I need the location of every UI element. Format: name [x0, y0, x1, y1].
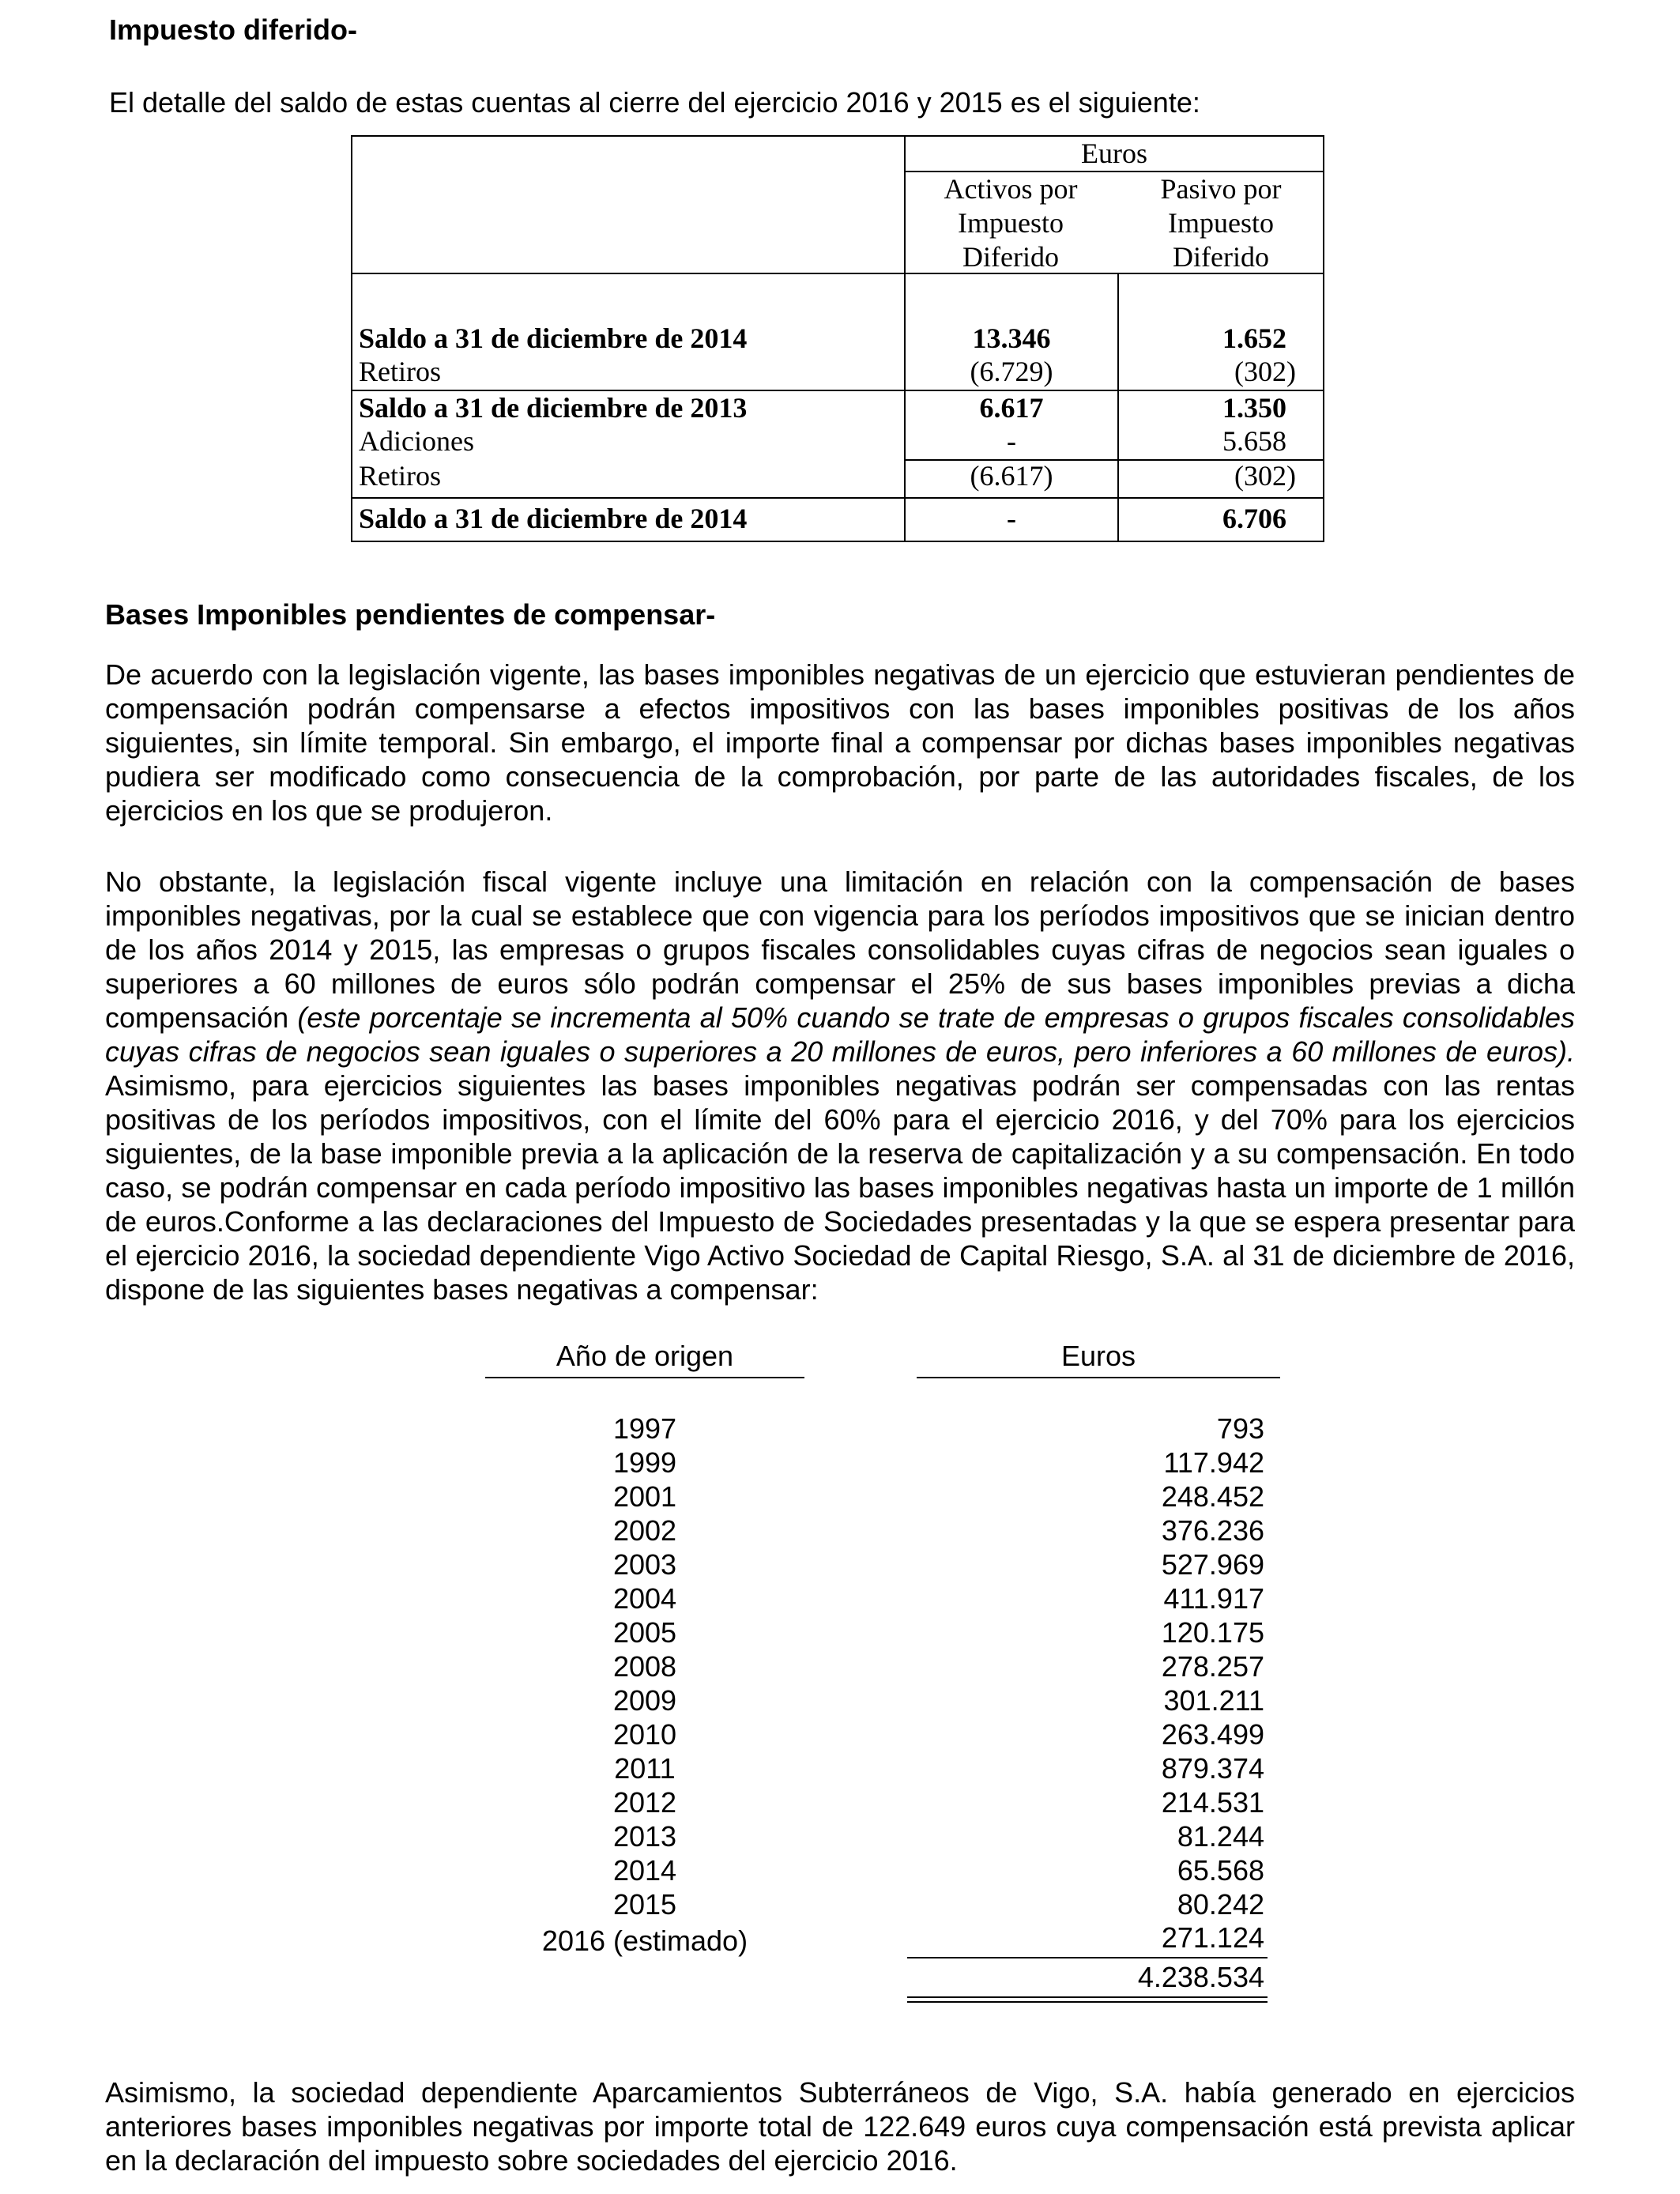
header-line: Activos por: [944, 173, 1078, 205]
row-activos: (6.729): [970, 356, 1053, 387]
bases-row-amount: 278.257: [1161, 1650, 1264, 1683]
subtotal-rule: [907, 1957, 1268, 1958]
bases-row-amount: 793: [1216, 1412, 1264, 1445]
row-label: Saldo a 31 de diciembre de 2014: [359, 503, 748, 534]
bases-row-year: 2013: [612, 1820, 677, 1853]
bases-row-year: 2014: [612, 1854, 677, 1887]
bases-row-year: 2003: [612, 1548, 677, 1581]
header-line: Pasivo por: [1160, 173, 1282, 205]
paragraph-2-italic: (este porcentaje se incrementa al 50% cuando se trate de empresas o grupos fiscales consolidables cuyas cifras de negocios sean iguales o superiores a 20 millones de euros, pero inferiores a 60 millones de euros).: [105, 1001, 1576, 1068]
row-label: Retiros: [359, 356, 441, 387]
bases-header-year: Año de origen: [556, 1340, 734, 1372]
paragraph-2-part2: Asimismo, para ejercicios siguientes las bases imponibles negativas podrán ser compensadas con las rentas positivas de los períodos impositivos, con el límite del 60% para el ejercicio 2016, y del 70% para los ejercicios siguientes, de la base imponible previa a la aplicación de la reserva de capitalización y a su compensación. En todo caso, se podrán compensar en cada período impositivo las bases imponibles negativas hasta un importe de 1 millón de euros.Conforme a las declaraciones del Impuesto de Sociedades presentadas y la que se espera presentar para el ejercicio 2016, la sociedad dependiente Vigo Activo Sociedad de Capital Riesgo, S.A. al 31 de diciembre de 2016, dispone de las siguientes bases negativas a compensar:: [105, 1069, 1575, 1306]
row-label: Retiros: [359, 460, 441, 492]
header-line: Diferido: [962, 241, 1059, 273]
pasivo-header: [1117, 172, 1324, 274]
row-activos: 6.617: [979, 392, 1044, 424]
intro-text: El detalle del saldo de estas cuentas al cierre del ejercicio 2016 y 2015 es el siguiente:: [109, 86, 1200, 119]
activos-header: [904, 172, 1117, 274]
bases-row-year: 2012: [612, 1786, 677, 1819]
bases-row-amount: 120.175: [1161, 1616, 1264, 1649]
bases-row-year: 2001: [612, 1480, 677, 1513]
heading-bases-imponibles: Bases Imponibles pendientes de compensar-: [105, 598, 716, 631]
bases-row-amount: 214.531: [1161, 1786, 1264, 1819]
paragraph-2: [105, 865, 1575, 1306]
bases-row-amount: 263.499: [1161, 1718, 1264, 1751]
bases-row-year: 2010: [612, 1718, 677, 1751]
bases-row-year: 2011: [614, 1752, 676, 1785]
bases-row-year: 2005: [612, 1616, 677, 1649]
header-line: Impuesto: [958, 207, 1064, 239]
row-activos: (6.617): [970, 460, 1053, 492]
row-label: Saldo a 31 de diciembre de 2014: [359, 322, 748, 354]
header-line: Diferido: [1173, 241, 1269, 273]
bases-row-amount: 527.969: [1161, 1548, 1264, 1581]
bases-row-year: 2008: [612, 1650, 677, 1683]
paragraph-2-part1: No obstante, la legislación fiscal vigente incluye una limitación en relación con la compensación de bases imponibles negativas, por la cual se establece que con vigencia para los períodos impositivos que se inician dentro de los años 2014 y 2015, las empresas o grupos fiscales consolidables cuyas cifras de negocios sean iguales o superiores a 60 millones de euros sólo podrán compensar el 25% de sus bases imponibles previas a dicha compensación: [105, 865, 1575, 1034]
bases-row-amount: 879.374: [1161, 1752, 1264, 1785]
bases-row-amount: 81.244: [1177, 1820, 1264, 1853]
bases-row-amount: 248.452: [1161, 1480, 1264, 1513]
bases-row-amount: 65.568: [1177, 1854, 1264, 1887]
row-activos: 13.346: [972, 322, 1051, 354]
total-double-rule: [907, 1996, 1268, 1998]
row-label: Saldo a 31 de diciembre de 2013: [359, 392, 748, 424]
bases-row-year: 2004: [612, 1582, 677, 1615]
row-pasivo: 5.658: [1222, 425, 1286, 457]
bases-row-year: 2002: [612, 1514, 677, 1547]
row-pasivo: 6.706: [1222, 503, 1286, 534]
bases-row-amount: 271.124: [1161, 1921, 1264, 1954]
row-label: Adiciones: [359, 425, 474, 457]
bases-row-amount: 80.242: [1177, 1888, 1264, 1921]
bases-row-year: 2015: [612, 1888, 677, 1921]
row-activos: -: [1007, 503, 1016, 534]
row-pasivo: (302): [1234, 356, 1296, 387]
bases-row-amount: 376.236: [1161, 1514, 1264, 1547]
bases-row-year: 1997: [612, 1412, 677, 1445]
bases-row-amount: 301.211: [1163, 1684, 1264, 1717]
bases-total: 4.238.534: [1137, 1961, 1264, 1993]
bases-row-year: 2016 (estimado): [541, 1924, 748, 1957]
total-double-rule: [907, 2001, 1268, 2003]
heading-impuesto-diferido: Impuesto diferido-: [109, 13, 357, 46]
euros-header: Euros: [1081, 138, 1147, 169]
bases-row-amount: 117.942: [1163, 1446, 1264, 1479]
table-divider: [352, 497, 1323, 499]
paragraph-3: Asimismo, la sociedad dependiente Aparcamientos Subterráneos de Vigo, S.A. había generado en ejercicios anteriores bases imponibles negativas por importe total de 122.649 euros cuya compensación está prevista aplicar en la declaración del impuesto sobre sociedades del ejercicio 2016.: [105, 2076, 1575, 2177]
row-pasivo: 1.652: [1222, 322, 1286, 354]
row-pasivo: (302): [1234, 460, 1296, 492]
bases-row-year: 2009: [612, 1684, 677, 1717]
header-line: Impuesto: [1168, 207, 1274, 239]
row-pasivo: 1.350: [1222, 392, 1286, 424]
deferred-tax-table: [351, 135, 1324, 542]
bases-row-amount: 411.917: [1163, 1582, 1264, 1615]
paragraph-1: De acuerdo con la legislación vigente, las bases imponibles negativas de un ejercicio que estuvieran pendientes de compensación podrán compensarse a efectos impositivos con las bases imponibles positivas de los años siguientes, sin límite temporal. Sin embargo, el importe final a compensar por dichas bases imponibles negativas pudiera ser modificado como consecuencia de la comprobación, por parte de las autoridades fiscales, de los ejercicios en los que se produjeron.: [105, 658, 1575, 827]
bases-header-euros: Euros: [1060, 1340, 1136, 1372]
header-underline: [485, 1377, 804, 1378]
row-activos: -: [1007, 425, 1016, 457]
header-underline: [917, 1377, 1280, 1378]
bases-row-year: 1999: [612, 1446, 677, 1479]
